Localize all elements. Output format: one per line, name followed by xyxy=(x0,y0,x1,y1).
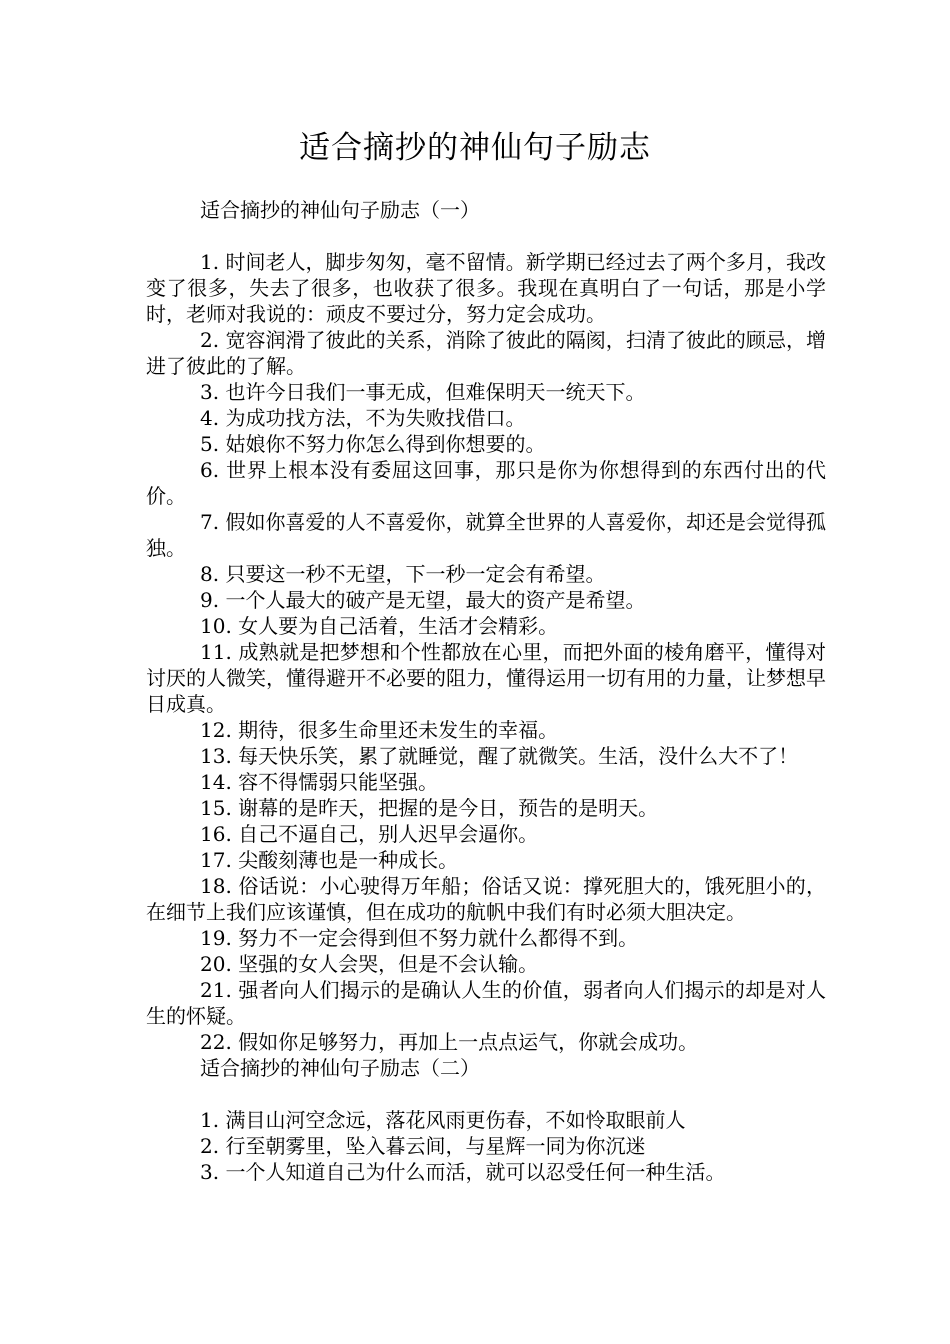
quote-item: 18. 俗话说：小心驶得万年船；俗话又说：撑死胆大的，饿死胆小的，在细节上我们应该谨慎，但在成功的航帆中我们有时必须大胆决定。 xyxy=(146,874,826,924)
quote-item: 3. 一个人知道自己为什么而活，就可以忍受任何一种生活。 xyxy=(200,1160,726,1184)
quote-item: 21. 强者向人们揭示的是确认人生的价值，弱者向人们揭示的却是对人生的怀疑。 xyxy=(146,978,826,1028)
quote-item: 16. 自己不逼自己，别人迟早会逼你。 xyxy=(200,822,539,846)
section-heading-2: 适合摘抄的神仙句子励志（二） xyxy=(200,1056,480,1080)
quote-item: 20. 坚强的女人会哭，但是不会认输。 xyxy=(200,952,539,976)
document-title: 适合摘抄的神仙句子励志 xyxy=(299,130,651,166)
quote-item: 4. 为成功找方法，不为失败找借口。 xyxy=(200,406,526,430)
quote-item: 13. 每天快乐笑，累了就睡觉，醒了就微笑。生活，没什么大不了！ xyxy=(200,744,799,768)
quote-item: 22. 假如你足够努力，再加上一点点运气，你就会成功。 xyxy=(200,1030,699,1054)
quote-item: 7. 假如你喜爱的人不喜爱你，就算全世界的人喜爱你，却还是会觉得孤独。 xyxy=(146,510,826,560)
blank-line xyxy=(146,1081,826,1107)
quote-item: 2. 宽容润滑了彼此的关系，消除了彼此的隔阂，扫清了彼此的顾忌，增进了彼此的了解。 xyxy=(146,328,826,378)
quote-item: 11. 成熟就是把梦想和个性都放在心里，而把外面的棱角磨平，懂得对讨厌的人微笑，懂得避开不必要的阻力，懂得运用一切有用的力量，让梦想早日成真。 xyxy=(146,640,826,716)
quote-item: 15. 谢幕的是昨天，把握的是今日，预告的是明天。 xyxy=(200,796,659,820)
quote-item: 10. 女人要为自己活着，生活才会精彩。 xyxy=(200,614,559,638)
quote-item: 19. 努力不一定会得到但不努力就什么都得不到。 xyxy=(200,926,639,950)
quote-item: 6. 世界上根本没有委屈这回事，那只是你为你想得到的东西付出的代价。 xyxy=(146,458,826,508)
quote-item: 1. 时间老人，脚步匆匆，毫不留情。新学期已经过去了两个多月，我改变了很多，失去了很多，也收获了很多。我现在真明白了一句话，那是小学时，老师对我说的：顽皮不要过分，努力定会成功。 xyxy=(146,250,826,326)
quote-item: 12. 期待，很多生命里还未发生的幸福。 xyxy=(200,718,559,742)
document-body xyxy=(146,197,826,1185)
quote-item: 3. 也许今日我们一事无成，但难保明天一统天下。 xyxy=(200,380,646,404)
quote-item: 17. 尖酸刻薄也是一种成长。 xyxy=(200,848,459,872)
quote-item: 5. 姑娘你不努力你怎么得到你想要的。 xyxy=(200,432,546,456)
blank-line xyxy=(146,223,826,249)
quote-item: 14. 容不得懦弱只能坚强。 xyxy=(200,770,439,794)
quote-item: 1. 满目山河空念远，落花风雨更伤春，不如怜取眼前人 xyxy=(200,1108,686,1132)
quote-item: 9. 一个人最大的破产是无望，最大的资产是希望。 xyxy=(200,588,646,612)
quote-item: 2. 行至朝雾里，坠入暮云间，与星辉一同为你沉迷 xyxy=(200,1134,646,1158)
section-heading-1: 适合摘抄的神仙句子励志（一） xyxy=(200,198,480,222)
quote-item: 8. 只要这一秒不无望，下一秒一定会有希望。 xyxy=(200,562,606,586)
quote-list-2 xyxy=(146,1107,826,1185)
quote-list-1 xyxy=(146,249,826,1055)
